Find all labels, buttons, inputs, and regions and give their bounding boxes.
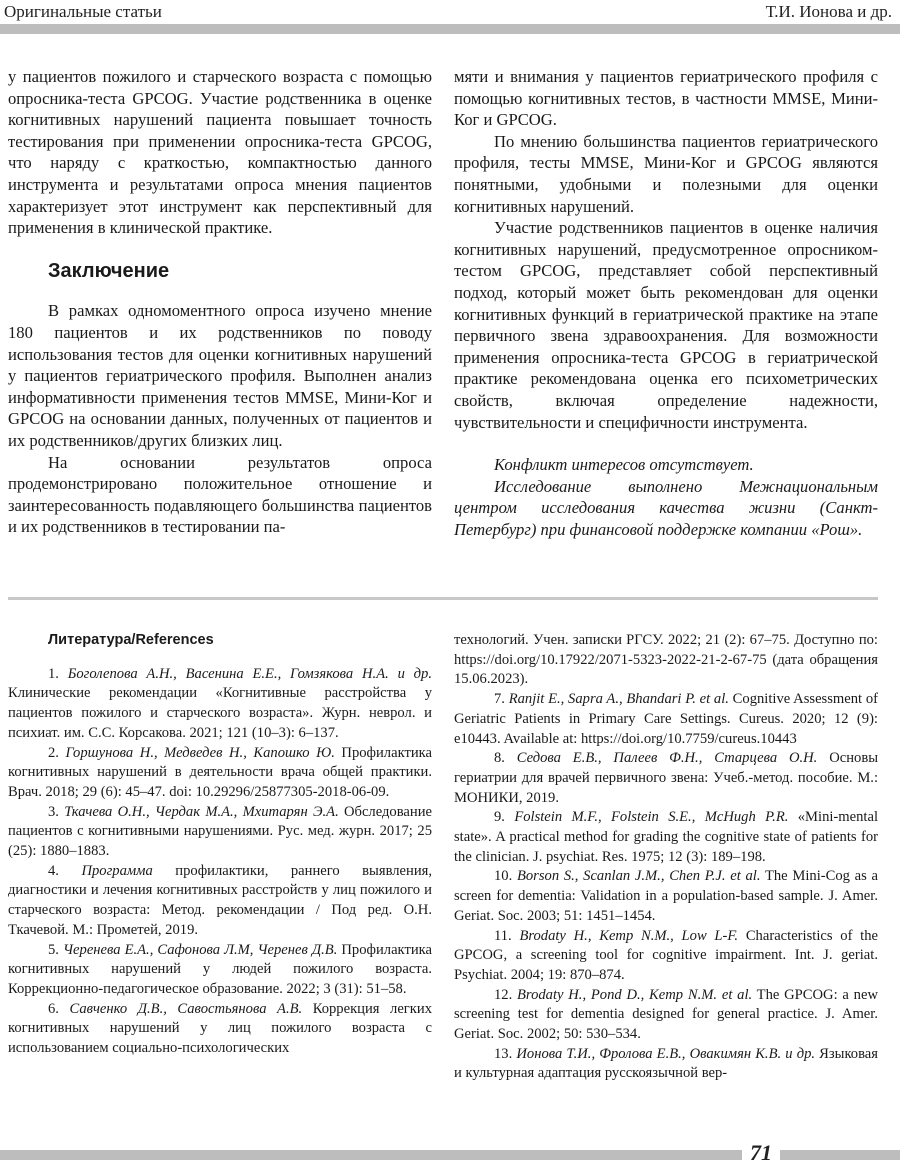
- reference-item: 12. Brodaty H., Pond D., Kemp N.M. et al. The GPCOG: a new screening test for dementia designed for general practice. J. Amer. Geriat. Soc. 2002; 50: 530–534.: [454, 986, 878, 1043]
- reference-item: 8. Седова Е.В., Палеев Ф.Н., Старцева О.Н. Основы гериатрии для врачей первичного звена: Учеб.-метод. пособие. М.: МОНИКИ, 2019.: [454, 750, 879, 806]
- paragraph: В рамках одномоментного опроса изучено мнение 180 пациентов и их родственников по поводу использования тестов для оценки когнитивных нарушений у пациентов гериатрического профиля. Выполнен анализ информативности применения тестов MMSE, Мини-Ког и GPCOG на основании данных, полученных от пациентов и их родственников/других близких лиц.: [8, 301, 432, 450]
- reference-item: 11. Brodaty H., Kemp N.M., Low L-F. Characteristics of the GPCOG, a screening tool for cognitive impairment. Int. J. geriat. Psychiat. 2004; 19: 870–874.: [454, 927, 878, 983]
- reference-authors: Горшунова Н., Медведев Н., Капошко Ю.: [65, 744, 335, 761]
- paragraph: Участие родственников пациентов в оценке наличия когнитивных нарушений, предусмотренное опросником-тестом GPCOG, представляет собой перспективный подход, который может быть рекомендован для оценки когнитивных функций в гериатрической практике на этапе первичного звена здравоохранения. Для возможности применения опросника-теста GPCOG в гериатрической практике рекомендована оценка его психометрических свойств, включая определение надежности, чувствительности и специфичности инструмента.: [454, 218, 878, 432]
- running-header: [0, 0, 900, 26]
- references-heading: Литература/References: [48, 632, 214, 648]
- reference-authors: Боголепова А.Н., Васенина Е.Е., Гомзякова Н.А. и др.: [67, 665, 432, 682]
- body-right-column: [454, 66, 878, 540]
- reference-authors: Ranjit E., Sapra A., Bhandari P. et al.: [508, 691, 729, 708]
- reference-item: 4. Программа профилактики, раннего выявления, диагностики и лечения когнитивных расстройств у лиц пожилого и старческого возраста: Метод. рекомендации / Под ред. О.Н. Ткачевой. М.: Прометей, 2019.: [8, 862, 433, 938]
- reference-authors: Ионова Т.И., Фролова Е.В., Овакимян К.В. и др.: [516, 1045, 816, 1062]
- reference-item: 2. Горшунова Н., Медведев Н., Капошко Ю. Профилактика когнитивных нарушений в деятельности врача общей практики. Врач. 2018; 29 (6): 45–47. doi: 10.29296/25877305-2018-06-09.: [8, 744, 432, 800]
- reference-authors: Седова Е.В., Палеев Ф.Н., Старцева О.Н.: [516, 750, 818, 767]
- section-label: Оригинальные статьи: [4, 2, 162, 21]
- reference-authors: Brodaty H., Kemp N.M., Low L-F.: [519, 927, 739, 944]
- funding-statement: Исследование выполнено Межнациональным центром исследования качества жизни (Санкт-Петербург) при финансовой поддержке компании «Рош».: [454, 476, 878, 539]
- section-heading-conclusion: Заключение: [48, 259, 170, 282]
- reference-authors: Folstein M.F., Folstein S.E., McHugh P.R.: [514, 809, 789, 826]
- references-right-column: [454, 631, 878, 1084]
- references-left-column: [8, 631, 432, 1059]
- paragraph: На основании результатов опроса продемонстрировано положительное отношение и заинтересованность подавляющего большинства пациентов и их родственников в тестировании па-: [8, 452, 432, 537]
- reference-authors: Ткачева О.Н., Чердак М.А., Мхитарян Э.А.: [64, 803, 339, 820]
- conflict-statement: Конфликт интересов отсутствует.: [494, 455, 754, 475]
- paragraph: мяти и внимания у пациентов гериатрического профиля с помощью когнитивных тестов, в частности MMSE, Мини-Ког и GPCOG.: [454, 67, 878, 130]
- reference-item: 7. Ranjit E., Sapra A., Bhandari P. et al. Cognitive Assessment of Geriatric Patients in Primary Care Settings. Cureus. 2020; 12 (9): e10443. Available at: https://doi.org/10.7759/cureus.10443: [454, 691, 878, 747]
- paragraph: По мнению большинства пациентов гериатрического профиля, тесты MMSE, Мини-Ког и GPCOG являются понятными, удобными и полезными для оценки когнитивных нарушений.: [454, 131, 878, 216]
- paragraph: у пациентов пожилого и старческого возраста с помощью опросника-теста GPCOG. Участие родственника в оценке когнитивных нарушений пациента повышает точность тестирования при применении опросника-теста GPCOG, что наряду с краткостью, компактностью данного инструмента и результатами опроса мнения пациентов характеризует этот инструмент как перспективный для применения в клинической практике.: [8, 67, 432, 238]
- reference-authors: Brodaty H., Pond D., Kemp N.M. et al.: [517, 986, 753, 1003]
- reference-continuation: технологий. Учен. записки РГСУ. 2022; 21 (2): 67–75. Доступно по: https://doi.org/10.17922/2071-5323-2022-21-2-67-75 (дата обращения 15.06.2023).: [454, 632, 878, 688]
- reference-item: 3. Ткачева О.Н., Чердак М.А., Мхитарян Э.А. Обследование пациентов с когнитивными нарушениями. Рус. мед. журн. 2017; 25 (25): 1880–1883.: [8, 803, 432, 860]
- body-left-column: [8, 66, 432, 538]
- reference-item: 1. Боголепова А.Н., Васенина Е.Е., Гомзякова Н.А. и др. Клинические рекомендации «Когнитивные расстройства у пациентов пожилого и старческого возраста». Журн. неврол. и психиат. им. С.С. Корсакова. 2021; 121 (10–3): 6–137.: [8, 665, 432, 741]
- page-number: 71: [742, 1140, 780, 1166]
- reference-item: 5. Черенева Е.А., Сафонова Л.М, Черенев Д.В. Профилактика когнитивных нарушений у людей пожилого возраста. Коррекционно-педагогическое образование. 2022; 3 (31): 51–58.: [8, 941, 432, 997]
- reference-item: 9. Folstein M.F., Folstein S.E., McHugh P.R. «Mini-mental state». A practical method for grading the cognitive state of patients for the clinician. J. psychiat. Res. 1975; 12 (3): 189–198.: [454, 809, 879, 865]
- reference-item: 10. Borson S., Scanlan J.M., Chen P.J. et al. The Mini-Cog as a screen for dementia: Validation in a population-based sample. J. Amer. Geriat. Soc. 2003; 51: 1451–1454.: [454, 868, 878, 924]
- reference-item: 13. Ионова Т.И., Фролова Е.В., Овакимян К.В. и др. Языковая и культурная адаптация русскоязычной вер-: [454, 1045, 878, 1082]
- reference-authors: Черенева Е.А., Сафонова Л.М, Черенев Д.В.: [62, 941, 338, 958]
- reference-authors: Программа: [81, 862, 153, 879]
- reference-item: 6. Савченко Д.В., Савостьянова А.В. Коррекция легких когнитивных нарушений у лиц пожилого возраста с использованием социально-психологических: [8, 1000, 432, 1057]
- author-label: Т.И. Ионова и др.: [765, 2, 892, 21]
- reference-authors: Савченко Д.В., Савостьянова А.В.: [69, 1000, 303, 1017]
- reference-authors: Borson S., Scanlan J.M., Chen P.J. et al.: [516, 868, 761, 885]
- header-rule: [0, 24, 900, 34]
- section-divider: [8, 597, 878, 600]
